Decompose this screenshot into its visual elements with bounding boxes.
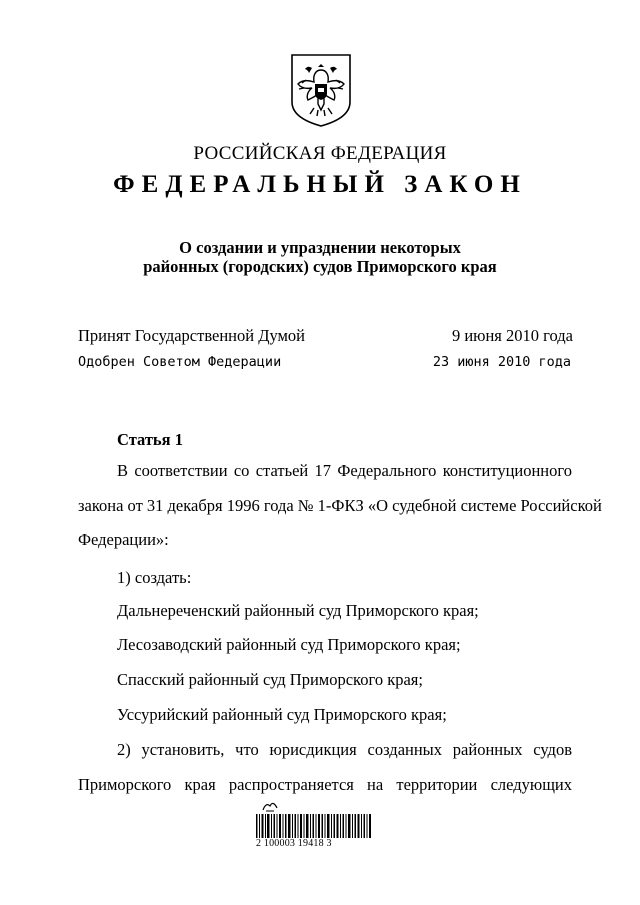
barcode-icon — [256, 814, 372, 838]
list-item: Уссурийский районный суд Приморского края; — [117, 705, 447, 724]
article-paragraph-line: Федерации»: — [78, 530, 169, 549]
list-item: Дальнереченский районный суд Приморского края; — [117, 601, 479, 620]
list-item: 1) создать: — [117, 568, 192, 587]
article-paragraph-line: закона от 31 декабря 1996 года № 1-ФКЗ «О судебной системе Российской — [78, 496, 602, 515]
printer-mark-icon — [261, 800, 279, 812]
approved-label: Одобрен Советом Федерации — [78, 354, 282, 370]
barcode — [256, 800, 376, 854]
law-type-heading: ФЕДЕРАЛЬНЫЙ ЗАКОН — [113, 171, 527, 198]
country-name: РОССИЙСКАЯ ФЕДЕРАЦИЯ — [193, 143, 447, 164]
adopted-date: 9 июня 2010 года — [451, 326, 573, 345]
list-item: 2) установить, что юрисдикция созданных районных судов — [117, 740, 572, 759]
barcode-number: 2 100003 19418 3 — [256, 838, 332, 849]
adopted-label: Принят Государственной Думой — [78, 326, 306, 345]
law-title-line-2: районных (городских) судов Приморского края — [143, 257, 497, 276]
law-title-line-1: О создании и упразднении некоторых — [179, 238, 461, 257]
article-heading: Статья 1 — [117, 430, 183, 449]
law-title — [0, 238, 640, 276]
coat-of-arms-icon — [288, 52, 354, 128]
list-item: Спасский районный суд Приморского края; — [117, 670, 423, 689]
article-paragraph-line: Приморского края распространяется на территории следующих — [78, 775, 572, 794]
approved-date: 23 июня 2010 года — [432, 354, 571, 370]
list-item: Лесозаводский районный суд Приморского края; — [117, 635, 461, 654]
article-paragraph-line: В соответствии со статьей 17 Федерального конституционного — [117, 461, 572, 480]
